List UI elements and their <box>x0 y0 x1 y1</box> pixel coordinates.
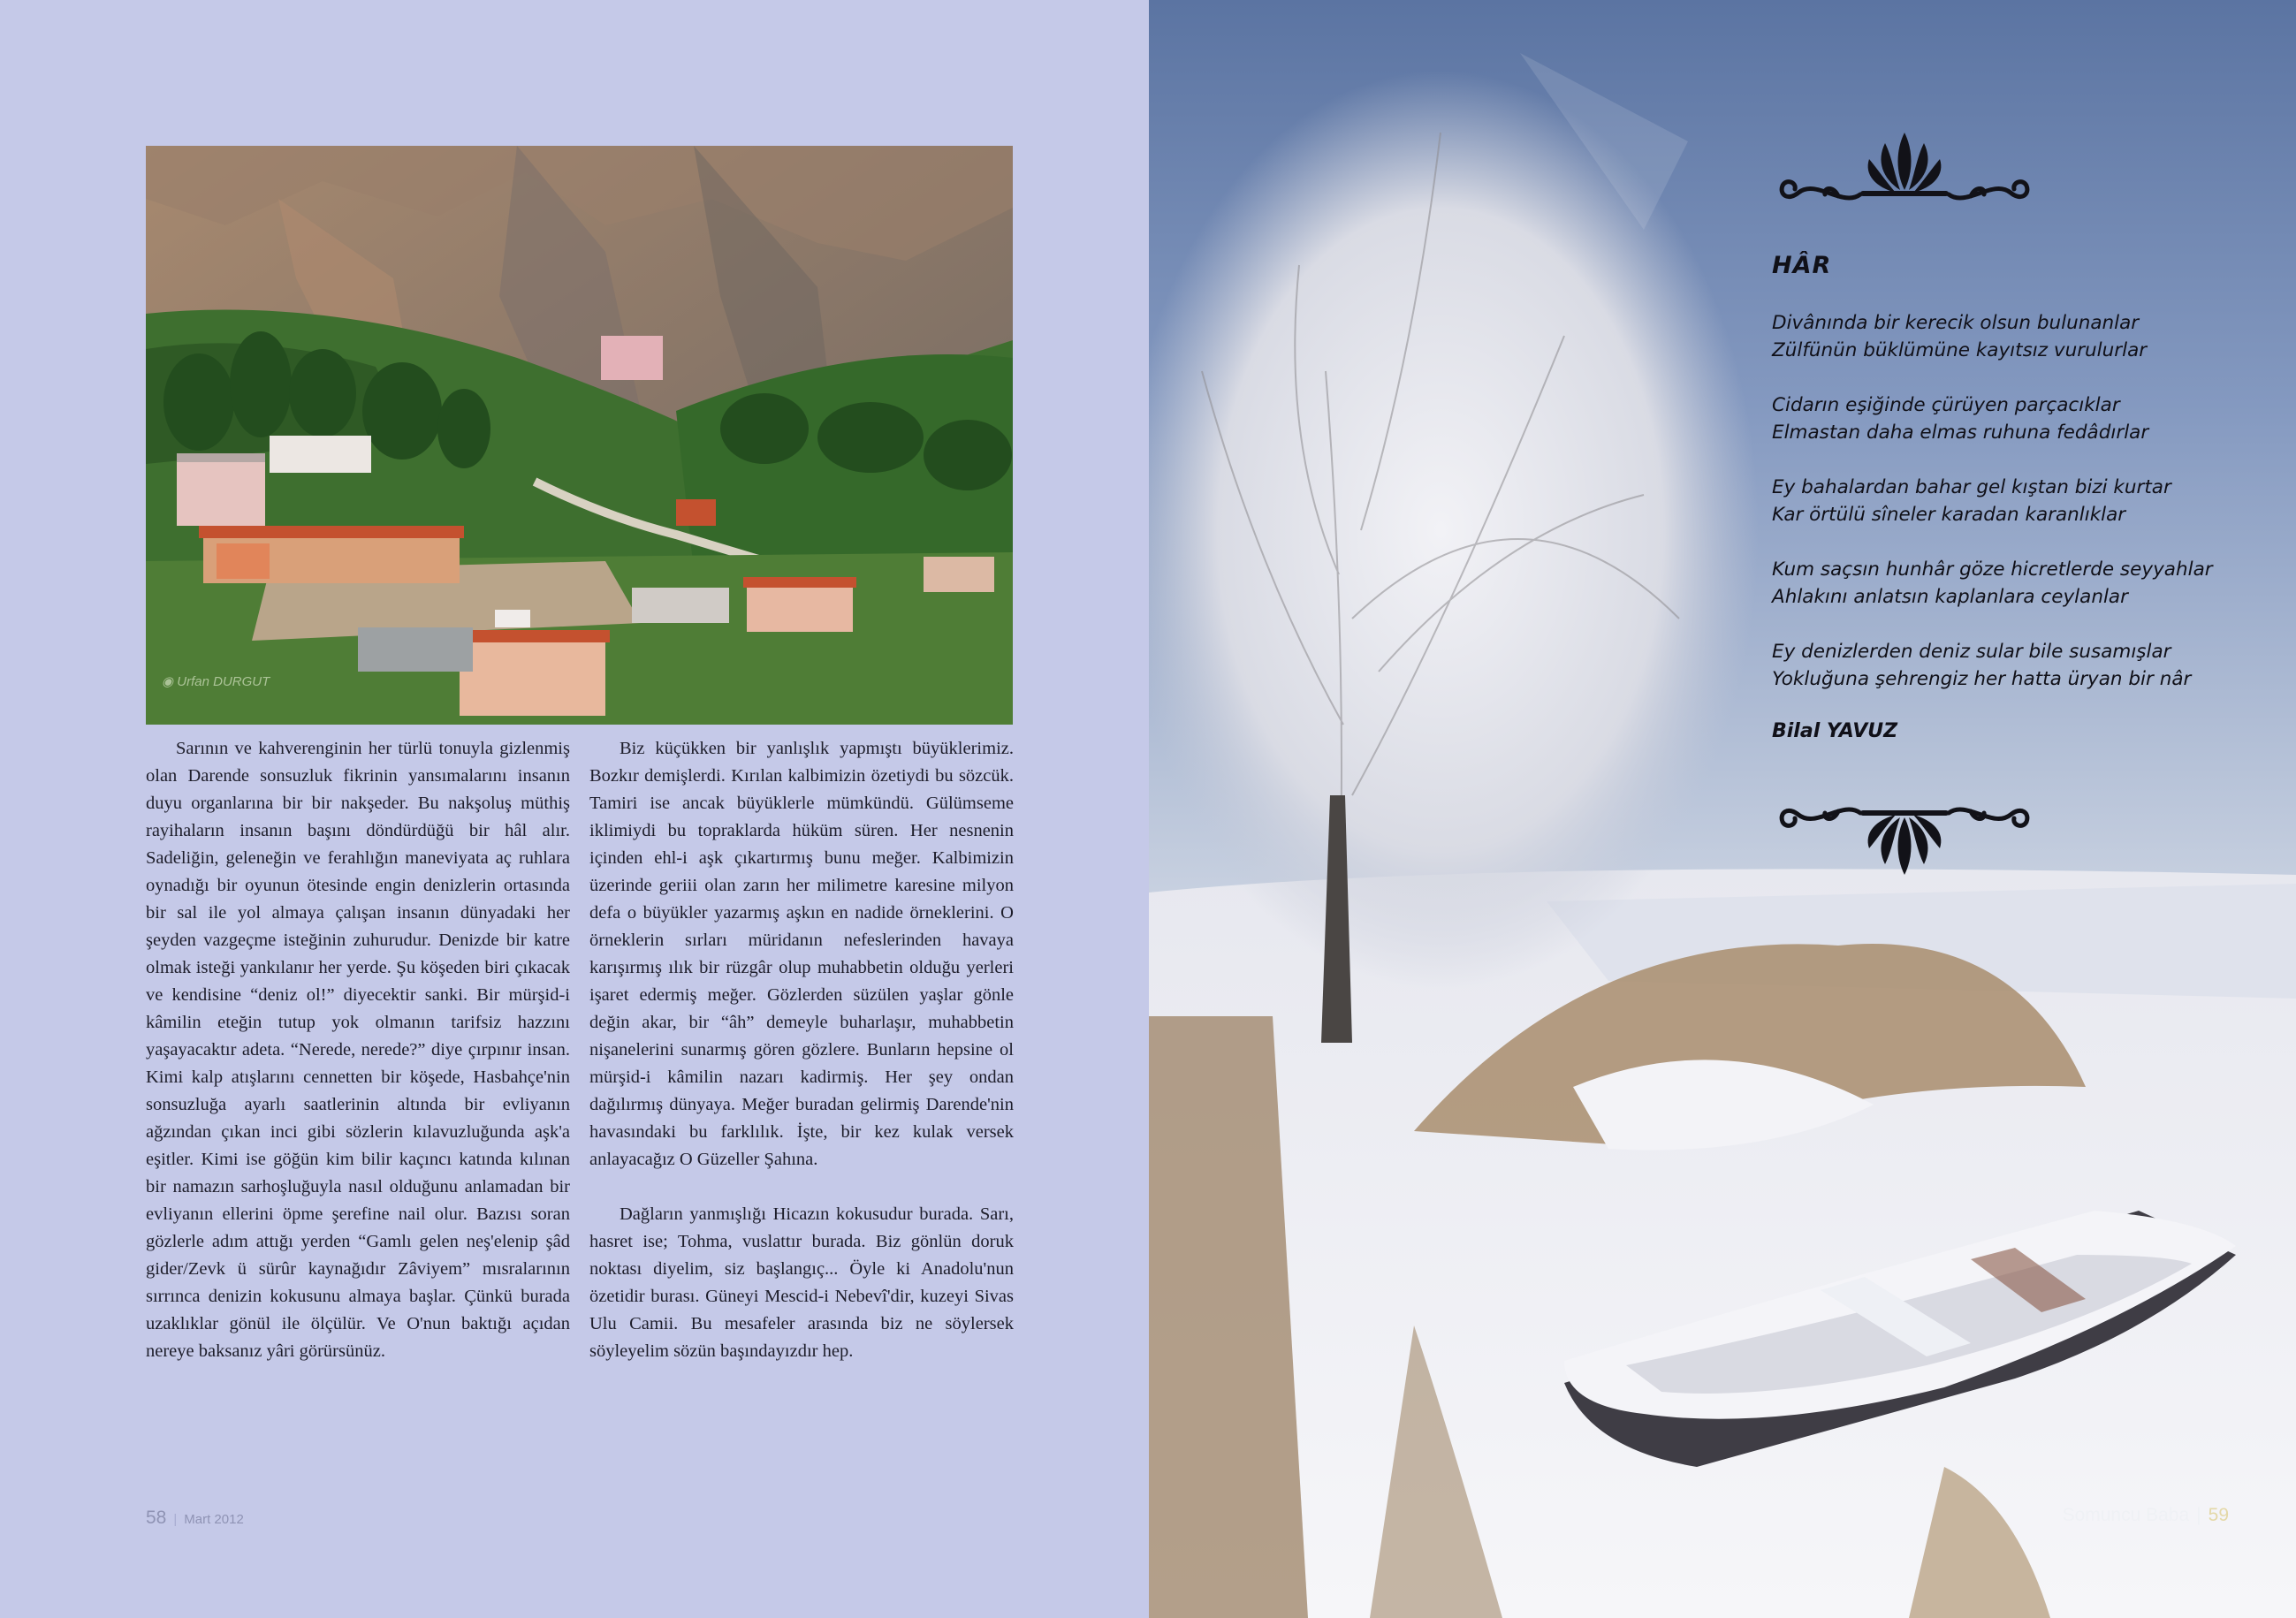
poem-author: Bilal YAVUZ <box>1772 720 1898 742</box>
poem-line: Kar örtülü sîneler karadan karanlıklar <box>1772 504 2126 526</box>
camera-icon: ◉ <box>162 674 174 689</box>
poem-stanza <box>1772 638 2267 693</box>
photo-credit-name: Urfan DURGUT <box>177 674 270 689</box>
poem-line: Divânında bir kerecik olsun bulunanlar <box>1772 312 2140 334</box>
page-number: 59 <box>2208 1505 2229 1525</box>
poem-line: Kum saçsın hunhâr göze hicretlerde seyyahlar <box>1772 558 2213 581</box>
poem-line: Ey denizlerden deniz sular bile susamışlar <box>1772 641 2171 663</box>
poem-line: Ahlakını anlatsın kaplanlara ceylanlar <box>1772 586 2128 608</box>
right-footer: Somuncu Baba | 59 <box>2062 1505 2229 1525</box>
poem-line: Zülfünün büklümüne kayıtsız vurulurlar <box>1772 339 2148 361</box>
ornament-top <box>1772 124 2037 208</box>
poem-line: Cidarın eşiğinde çürüyen parçacıklar <box>1772 394 2120 416</box>
magazine-name: Somuncu Baba <box>2062 1505 2190 1525</box>
town-photo <box>146 146 1013 725</box>
paragraph: Biz küçükken bir yanlışlık yapmıştı büyüklerimiz. Bozkır demişlerdi. Kırılan kalbimizin özetiydi bu sözcük. Tamiri ise ancak büyüklerle mümkündü. Gülümseme iklimiydi bu topraklarda hüküm süren. Her nesnenin içinden ehl-i aşk çıkartırmış bunu meğer. Kalbimizin üzerinde geriii olan zarın her milimetre karesine milyon defa o büyükler yazarmış aşkın en nadide örneklerini. O örneklerin sırları müridanın nefeslerinden havaya karışırmış ılık bir rüzgâr olup muhabbetin olduğu yerleri işaret edermiş meğer. Gözlerden süzülen yaşlar gönle değin akar, bir “âh” demeyle buharlaşır, muhabbetin nişanelerini sunarmış gören gözlere. Bunların hepsine ol mürşid-i kâmilin nazarı kadirmiş. Her şey ondan dağılırmış dünyaya. Meğer buradan gelirmiş Darende'nin havasındaki bu farklılık. İşte, bir kez kulak versek anlayacağız O Güzeller Şahına. <box>589 739 1014 1169</box>
poem-line: Yokluğuna şehrengiz her hatta üryan bir nâr <box>1772 668 2192 690</box>
poem-stanza <box>1772 309 2267 364</box>
poem-stanza <box>1772 474 2267 528</box>
poem-stanza <box>1772 391 2267 446</box>
left-footer: 58 | Mart 2012 <box>146 1508 244 1528</box>
text-column-1 <box>146 735 570 1365</box>
page-number: 58 <box>146 1508 167 1528</box>
winter-lake-photo <box>1149 0 2296 1618</box>
poem-stanza <box>1772 556 2267 611</box>
poem-line: Elmastan daha elmas ruhuna fedâdırlar <box>1772 422 2149 444</box>
text-column-2 <box>589 735 1014 1365</box>
poem-line: Ey bahalardan bahar gel kıştan bizi kurtar <box>1772 476 2171 498</box>
photo-credit <box>162 673 270 689</box>
poem-title: HÂR <box>1772 252 1832 279</box>
paragraph: Dağların yanmışlığı Hicazın kokusudur burada. Sarı, hasret ise; Tohma, vuslattır burada. Biz gönlün doruk noktası diyelim, siz başlangıç... Öyle ki Anadolu'nun özetidir burası. Güneyi Mescid-i Nebevî'dir, kuzeyi Sivas Ulu Camii. Bu mesafeler arasında biz ne söylersek söyleyelim sözün başındayızdır hep. <box>589 1204 1014 1361</box>
paragraph: Sarının ve kahverenginin her türlü tonuyla gizlenmiş olan Darende sonsuzluk fikrinin yansımalarını insanın duyu organlarına bir bir nakşeder. Bu nakşoluş müthiş rayihaların insanın başını döndürdüğü bir hâl alır. Sadeliğin, geleneğin ve ferahlığın maneviyata aç ruhlara oynadığı bir oyunun ötesinde engin denizlerin ortasında bir sal ile yol almaya çalışan insanın dünyadaki her şeyden vazgeçme isteğinin zuhurudur. Denizde bir katre olmak isteği yankılanır her yerde. Şu köşeden biri çıkacak ve kendisine “deniz ol!” diyecektir sanki. Bir mürşid-i kâmilin eteğin tutup yok olmanın tarifsiz hazzını yaşayacaktır adeta. “Nerede, nerede?” diye çırpınır insan. Kimi kalp atışlarını cennetten bir köşede, Hasbahçe'nin sonsuzluğa ayarlı saatlerinin altında bir evliyanın ağzından çıkan inci gibi sözlerin kılavuzluğunda aşk'a eşitler. Kimi ise göğün kim bilir kaçıncı katında kılınan bir namazın sarhoşluğuyla nasıl olduğunu anlamadan bir evliyanın ellerini öpme şerefine nail olur. Bazısı soran gözlerle adım attığı yerden “Gamlı gelen neş'elenip şâd gider/Zevk ü sürûr kaynağıdır Zâviyem” mısralarının sırrınca denizin kokusunu almaya başlar. Çünkü burada uzaklıklar gönül ile ölçülür. Ve O'nun baktığı açıdan nereye baksanız yâri görürsünüz. <box>146 739 570 1361</box>
poem <box>1772 252 2267 742</box>
issue-date: Mart 2012 <box>184 1512 244 1527</box>
ornament-bottom <box>1772 791 2037 884</box>
right-page <box>1149 0 2296 1618</box>
